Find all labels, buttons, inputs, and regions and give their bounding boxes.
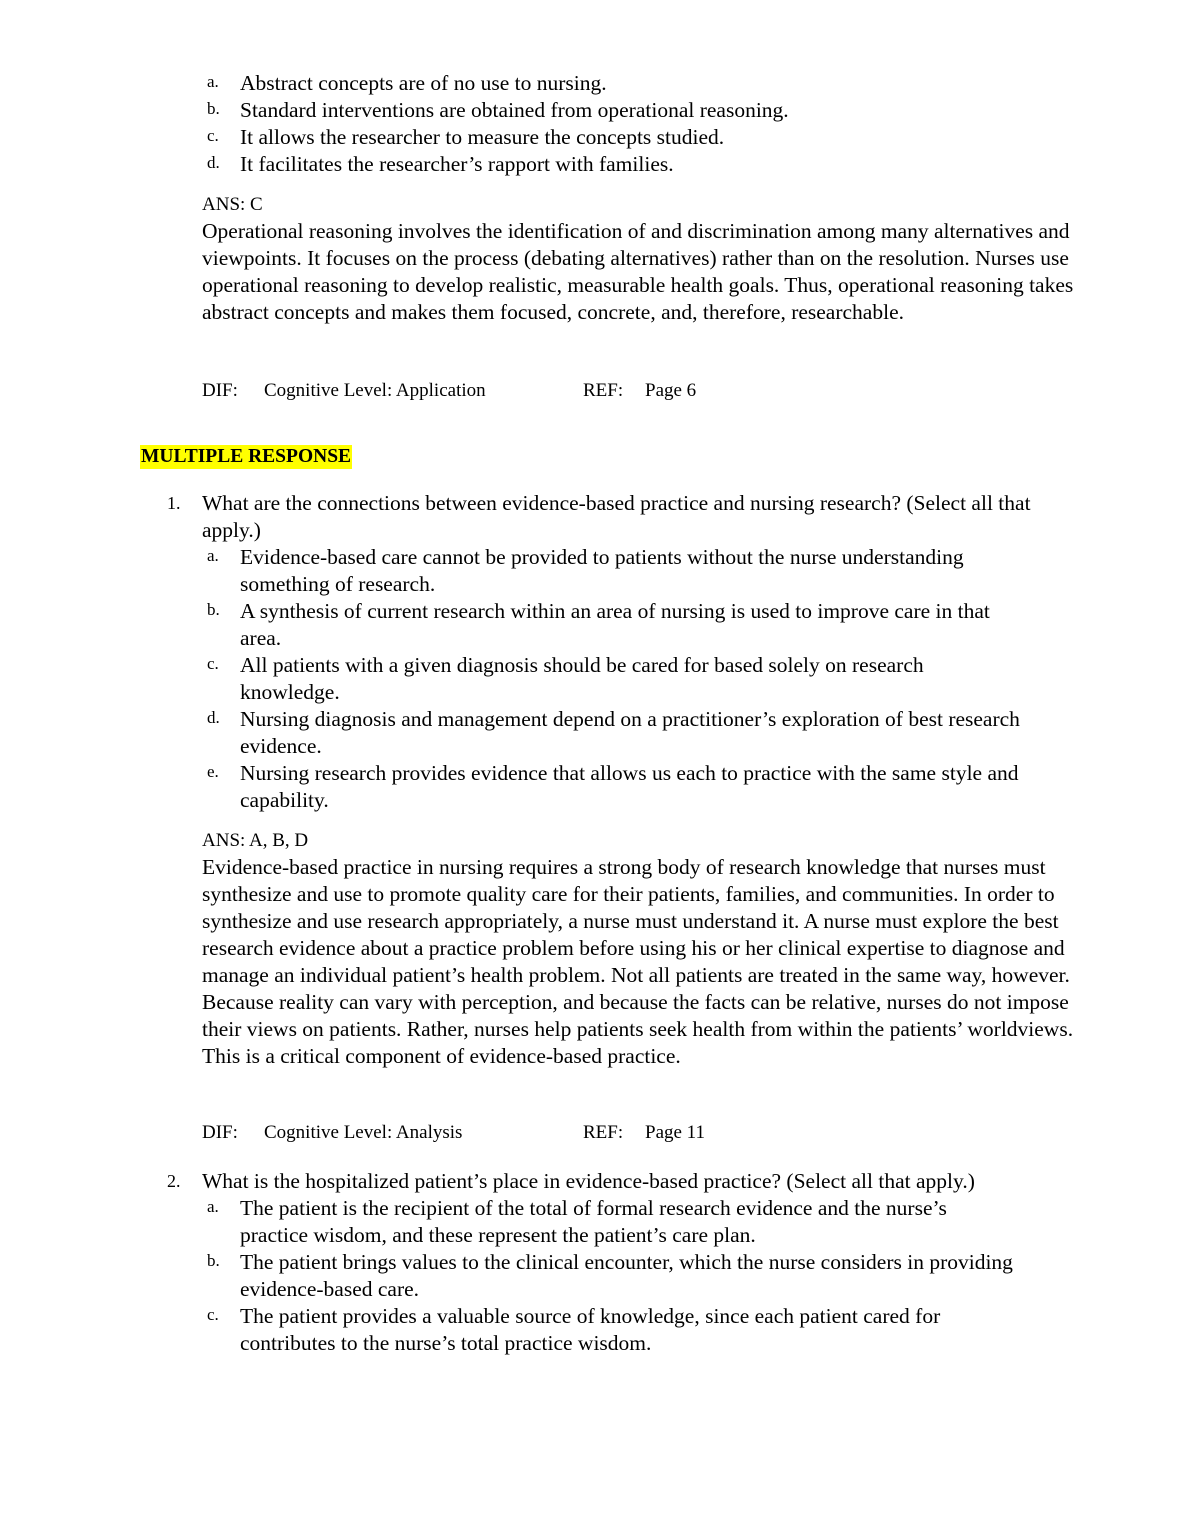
option-a xyxy=(0,544,1020,598)
dif-label: DIF: xyxy=(202,380,238,401)
option-text: Nursing diagnosis and management depend on a practitioner’s exploration of best research evidence. xyxy=(240,707,1020,758)
option-letter: b. xyxy=(207,1251,220,1270)
ref-value: Page 11 xyxy=(645,1122,705,1143)
metadata-row xyxy=(0,1119,705,1146)
option-text: Standard interventions are obtained from operational reasoning. xyxy=(240,98,789,122)
option-a xyxy=(0,1195,1020,1249)
option-d xyxy=(0,706,1020,760)
option-c xyxy=(0,124,1020,151)
option-text: It allows the researcher to measure the concepts studied. xyxy=(240,125,725,149)
answer-block xyxy=(0,192,1092,326)
ref-label: REF: xyxy=(583,1122,624,1143)
option-text: All patients with a given diagnosis should be cared for based solely on research knowledge. xyxy=(240,653,924,704)
option-c xyxy=(0,1303,1020,1357)
option-c xyxy=(0,652,1020,706)
ref-label: REF: xyxy=(583,380,624,401)
question-number: 2. xyxy=(167,1171,181,1191)
option-letter: d. xyxy=(207,153,220,172)
metadata-row xyxy=(0,377,696,404)
option-a xyxy=(0,70,1020,97)
option-e xyxy=(0,760,1020,814)
section-heading: MULTIPLE RESPONSE xyxy=(141,446,352,467)
option-letter: a. xyxy=(207,546,219,565)
dif-value: Cognitive Level: Analysis xyxy=(264,1122,463,1143)
option-text: Abstract concepts are of no use to nursing. xyxy=(240,71,607,95)
ref-value: Page 6 xyxy=(645,380,697,401)
option-b xyxy=(0,1249,1020,1303)
q1-options xyxy=(0,544,1190,814)
dif-value: Cognitive Level: Application xyxy=(264,380,486,401)
option-letter: a. xyxy=(207,72,219,91)
option-text: It facilitates the researcher’s rapport with families. xyxy=(240,152,674,176)
answer-block xyxy=(0,828,1092,1070)
option-text: The patient brings values to the clinical encounter, which the nurse considers in providing evidence-based care. xyxy=(240,1250,1013,1301)
question-number: 1. xyxy=(167,493,181,513)
rationale-text: Operational reasoning involves the identification of and discrimination among many alternatives and viewpoints. It focuses on the process (debating alternatives) rather than on the resolution. Nurses use operational reasoning to develop realistic, measurable health goals. Thus, operational reasoning takes abstract concepts and makes them focused, concrete, and, therefore, researchable. xyxy=(202,219,1074,324)
option-letter: b. xyxy=(207,99,220,118)
q2-options xyxy=(0,1195,1190,1357)
option-letter: c. xyxy=(207,654,219,673)
question-stem: What is the hospitalized patient’s place in evidence-based practice? (Select all that apply.) xyxy=(202,1169,975,1193)
rationale-text: Evidence-based practice in nursing requires a strong body of research knowledge that nurses must synthesize and use to promote quality care for their patients, families, and communities. In order to synthesize and use research appropriately, a nurse must understand it. A nurse must explore the best research evidence about a practice problem before using his or her clinical expertise to diagnose and manage an individual patient’s health problem. Not all patients are treated in the same way, however. Because reality can vary with perception, and because the facts can be relative, nurses do not impose their views on patients. Rather, nurses help patients seek health from within the patients’ worldviews. This is a critical component of evidence-based practice. xyxy=(202,855,1074,1068)
option-text: The patient provides a valuable source of knowledge, since each patient cared for contributes to the nurse’s total practice wisdom. xyxy=(240,1304,941,1355)
answer-label: ANS: A, B, D xyxy=(202,830,309,851)
option-letter: d. xyxy=(207,708,220,727)
answer-label: ANS: C xyxy=(202,194,263,215)
question-2 xyxy=(0,1168,1102,1195)
prev-question xyxy=(0,70,1190,178)
dif-label: DIF: xyxy=(202,1122,238,1143)
option-letter: a. xyxy=(207,1197,219,1216)
option-text: Evidence-based care cannot be provided to patients without the nurse understanding something of research. xyxy=(240,545,964,596)
option-b xyxy=(0,598,1020,652)
option-b xyxy=(0,97,1020,124)
option-d xyxy=(0,151,1020,178)
question-stem: What are the connections between evidence-based practice and nursing research? (Select all that apply.) xyxy=(202,491,1031,542)
option-text: A synthesis of current research within an area of nursing is used to improve care in that area. xyxy=(240,599,990,650)
option-letter: e. xyxy=(207,762,219,781)
option-letter: b. xyxy=(207,600,220,619)
option-text: The patient is the recipient of the total of formal research evidence and the nurse’s practice wisdom, and these represent the patient’s care plan. xyxy=(240,1196,947,1247)
question-1 xyxy=(0,490,1082,544)
option-letter: c. xyxy=(207,1305,219,1324)
option-letter: c. xyxy=(207,126,219,145)
option-text: Nursing research provides evidence that allows us each to practice with the same style and capability. xyxy=(240,761,1019,812)
